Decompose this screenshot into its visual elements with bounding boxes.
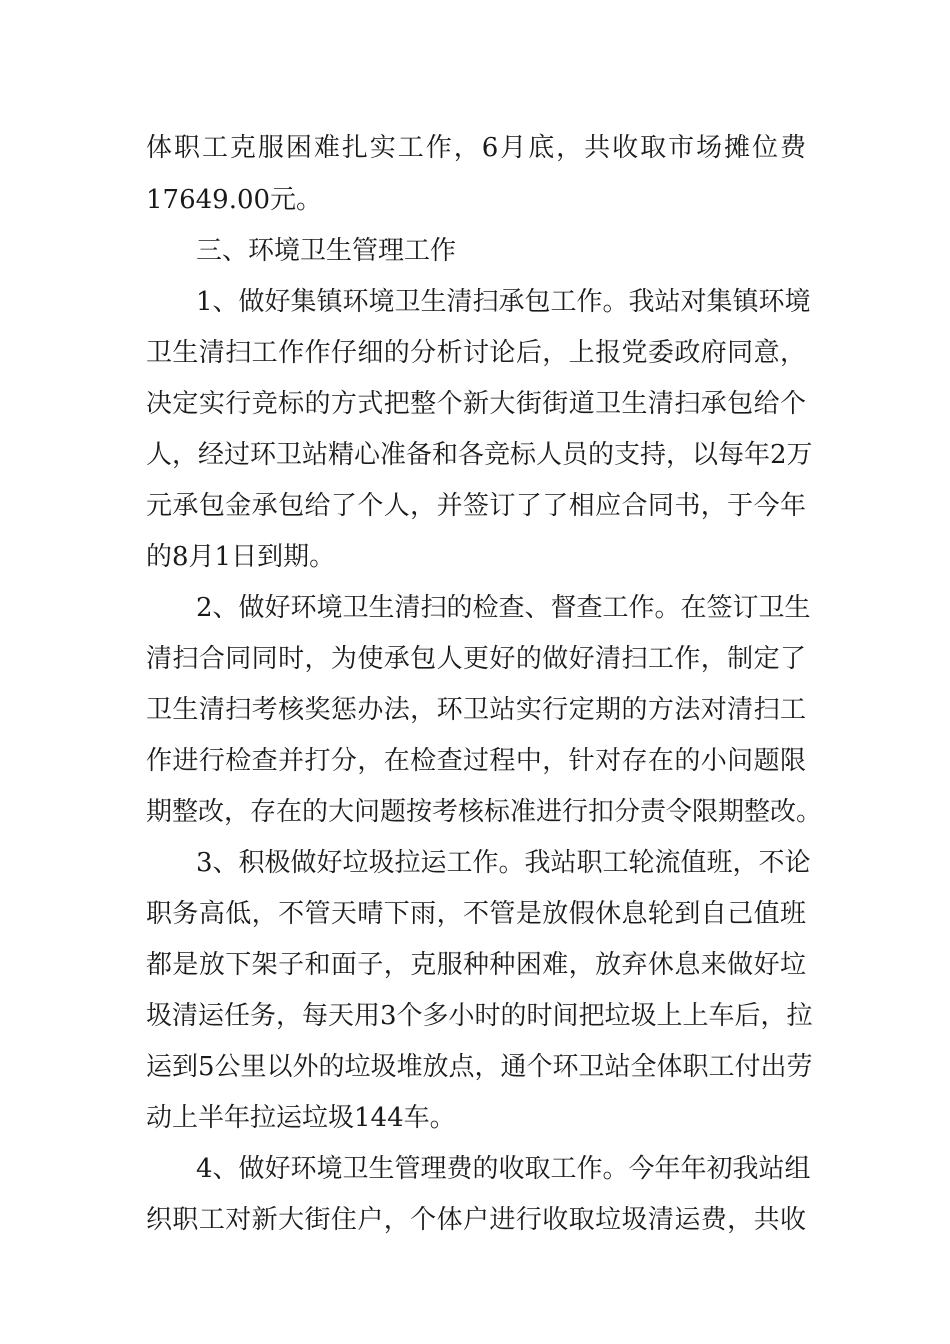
section-heading: 三、环境卫生管理工作: [196, 236, 457, 266]
text-line: 卫生清扫工作作仔细的分析讨论后，上报党委政府同意，: [146, 338, 806, 368]
text-line: 都是放下架子和面子，克服种种困难，放弃休息来做好垃: [146, 950, 806, 980]
text-line: 圾清运任务，每天用3个多小时的时间把垃圾上上车后，拉: [146, 1001, 813, 1031]
text-line: 的8月1日到期。: [146, 542, 336, 572]
text-line: 17649.00元。: [146, 185, 323, 215]
text-line: 人，经过环卫站精心准备和各竞标人员的支持，以每年2万: [146, 440, 813, 470]
text-line: 期整改，存在的大问题按考核标准进行扣分责令限期整改。: [146, 797, 823, 827]
text-line: 4、做好环境卫生管理费的收取工作。今年年初我站组: [196, 1154, 811, 1184]
text-line: 运到5公里以外的垃圾堆放点，通个环卫站全体职工付出劳: [146, 1052, 813, 1082]
text-line: 清扫合同同时，为使承包人更好的做好清扫工作，制定了: [146, 644, 806, 674]
text-line: 决定实行竞标的方式把整个新大街街道卫生清扫承包给个: [146, 389, 806, 419]
text-line: 动上半年拉运垃圾144车。: [146, 1103, 456, 1133]
text-line: 作进行检查并打分，在检查过程中，针对存在的小问题限: [146, 746, 806, 776]
text-line: 织职工对新大街住户，个体户进行收取垃圾清运费，共收: [146, 1205, 806, 1235]
text-line: 元承包金承包给了个人，并签订了了相应合同书，于今年: [146, 491, 806, 521]
text-line: 卫生清扫考核奖惩办法，环卫站实行定期的方法对清扫工: [146, 695, 806, 725]
text-line: 2、做好环境卫生清扫的检查、督查工作。在签订卫生: [196, 593, 811, 623]
text-line: 3、积极做好垃圾拉运工作。我站职工轮流值班，不论: [196, 848, 811, 878]
text-line: 体职工克服困难扎实工作，6月底，共收取市场摊位费: [146, 133, 806, 163]
text-line: 职务高低，不管天晴下雨，不管是放假休息轮到自己值班: [146, 899, 806, 929]
text-line: 1、做好集镇环境卫生清扫承包工作。我站对集镇环境: [196, 287, 811, 317]
